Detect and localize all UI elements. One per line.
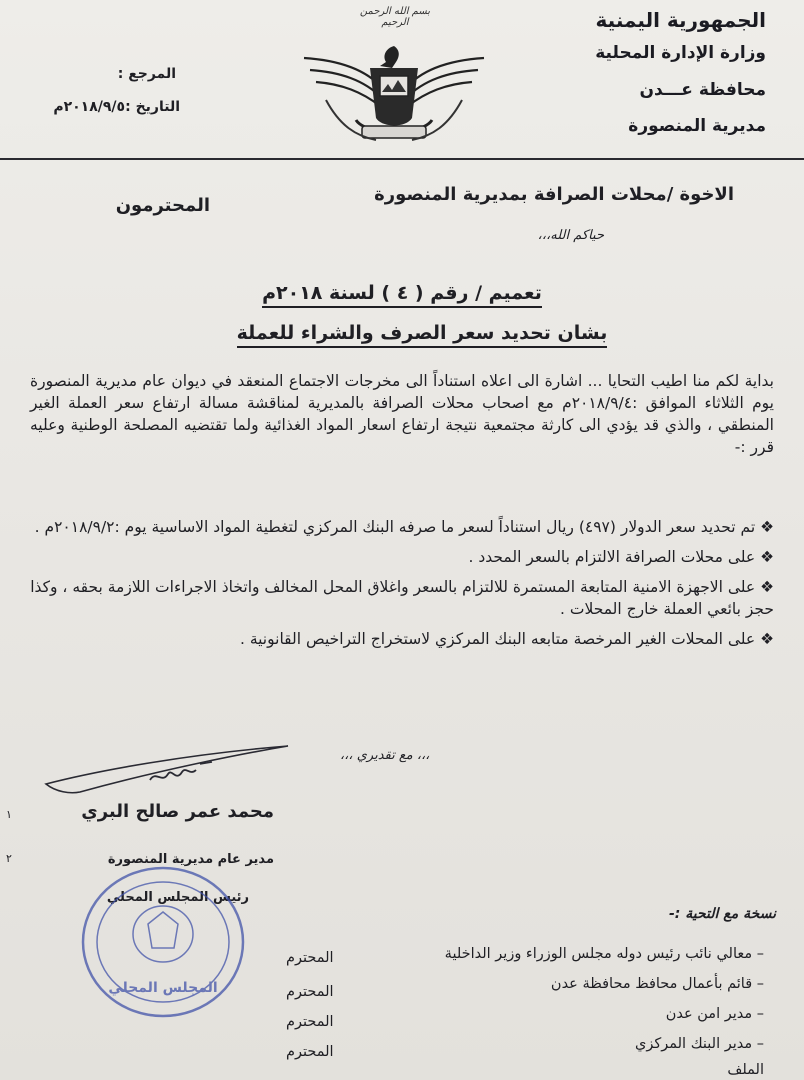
bullet-icon: ❖ (755, 548, 774, 566)
directorate-name: مديرية المنصورة (628, 116, 766, 136)
national-emblem-icon (296, 40, 492, 150)
stamp-text: المجلس المحلي (108, 980, 218, 996)
cc-honor-3: المحترم (286, 1014, 334, 1030)
ministry-name: وزارة الإدارة المحلية (595, 43, 766, 63)
cc-file: الملف (727, 1062, 764, 1078)
basmala: بسم الله الرحمن الرحيم (359, 6, 431, 28)
cc-honor-2: المحترم (286, 984, 334, 1000)
signatory-name: محمد عمر صالح البري (81, 801, 274, 822)
addressee-honorific: المحترمون (115, 195, 210, 216)
cc-item-2: – قائم بأعمال محافظ محافظة عدن (550, 976, 764, 992)
body-paragraph: بداية لكم منا اطيب التحايا ... اشارة الى اعلاه استناداً الى مخرجات الاجتماع المنعقد في ديوان عام مديرية المنصورة يوم الثلاثاء الموافق :٢٠١٨/٩/٤م مع اصحاب محلات الصرافة بالمديرية لمناقشة مسالة ارتفاع سعر العملة الغير المنطقي ، والذي قد يؤدي الى كارثة مجتمعية نتيجة ارتفاع اسعار المواد الغذائية ولما تقتضيه المصلحة الوطنية وعليه قرر :- (30, 372, 774, 456)
reference-label: المرجع : (117, 66, 176, 82)
circular-subject: بشان تحديد سعر الصرف والشراء للعملة (237, 322, 608, 348)
decision-item: ❖ على محلات الصرافة الالتزام بالسعر المحدد . (468, 548, 774, 566)
cc-honor-4: المحترم (286, 1044, 334, 1060)
date-label: التاريخ :٢٠١٨/٩/٥م (53, 99, 180, 115)
governorate-name: محافظة عـــدن (639, 80, 766, 100)
country-name: الجمهورية اليمنية (595, 8, 766, 32)
addressee-line: الاخوة /محلات الصرافة بمديرية المنصورة (374, 184, 734, 205)
circular-title: تعميم / رقم ( ٤ ) لسنة ٢٠١٨م (262, 282, 542, 308)
bullet-icon: ❖ (755, 630, 774, 648)
signatory-title-2: رئيس المجلس المحلي (106, 890, 249, 905)
decision-list (30, 516, 774, 650)
greeting: حياكم الله،،، (537, 228, 604, 243)
cc-honor-1: المحترم (286, 950, 334, 966)
cc-item-3: – مدير امن عدن (665, 1006, 764, 1022)
copies-label: نسخة مع التحية :- (668, 906, 776, 922)
decision-item: ❖ على المحلات الغير المرخصة متابعه البنك المركزي لاستخراج التراخيص القانونية . (239, 630, 774, 648)
cc-item-4: – مدير البنك المركزي (635, 1036, 764, 1052)
decision-item: ❖ على الاجهزة الامنية المتابعة المستمرة للالتزام بالسعر واغلاق المحل المخالف واتخاذ الاجراءات اللازمة بحقه ، وكذا حجز بائعي العملة خارج المحلات . (30, 578, 774, 618)
signature-mark-icon (40, 740, 300, 800)
bullet-icon: ❖ (755, 578, 774, 596)
margin-mark: ٢ (6, 852, 12, 865)
margin-mark: ١ (6, 808, 12, 821)
signatory-title-1: مدير عام مديرية المنصورة (107, 852, 274, 867)
closing-line: ،،، مع تقديري ،،، (340, 748, 430, 763)
official-stamp-icon (78, 862, 248, 1022)
bullet-icon: ❖ (755, 518, 774, 536)
decision-item: ❖ تم تحديد سعر الدولار (٤٩٧) ريال استناداً لسعر ما صرفه البنك المركزي لتغطية المواد الاساسية يوم :٢٠١٨/٩/٢م . (34, 518, 774, 536)
header-divider (0, 158, 804, 160)
cc-item-1: – معالي نائب رئيس دوله مجلس الوزراء وزير الداخلية (444, 946, 764, 962)
